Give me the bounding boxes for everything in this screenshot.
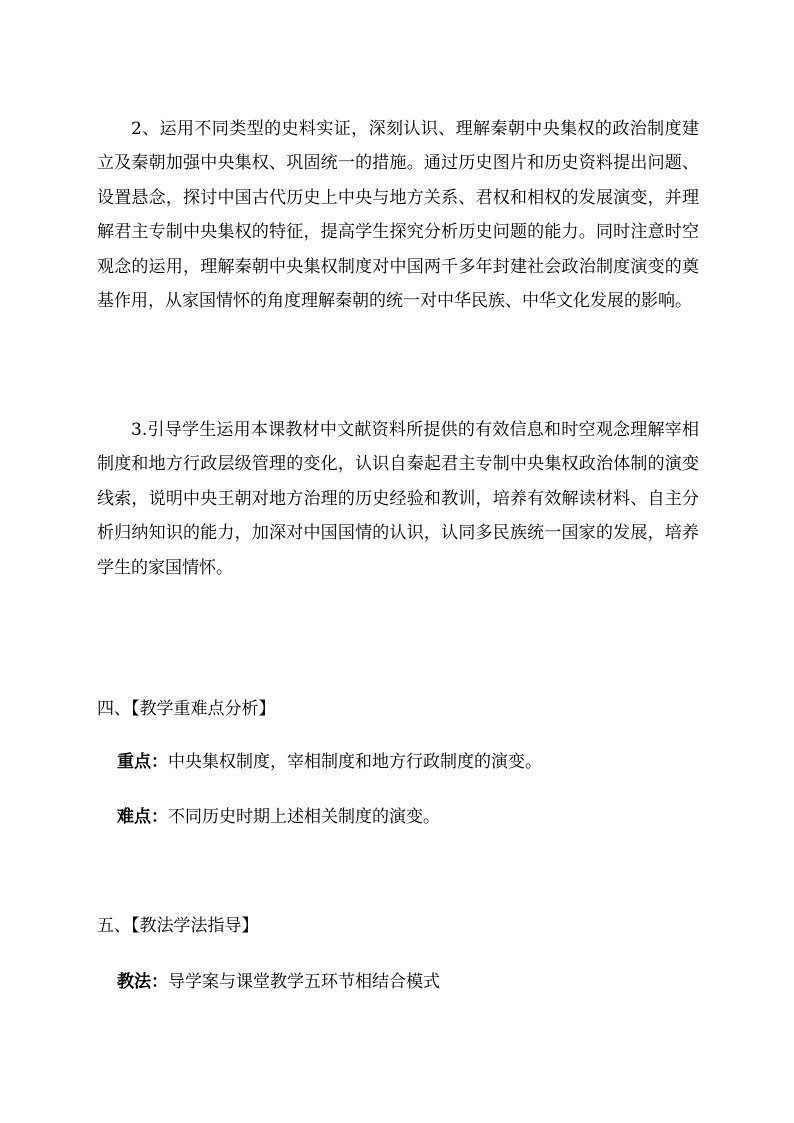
key-point-text: 中央集权制度，宰相制度和地方行政制度的演变。 [168,752,542,772]
teaching-method-label: 教法： [117,972,168,992]
teaching-method-line [117,970,440,994]
difficult-point-line [117,805,440,829]
key-point-line [117,750,542,774]
teaching-method-text: 导学案与课堂教学五环节相结合模式 [168,972,440,992]
objective-paragraph-2: 2、运用不同类型的史料实证，深刻认识、理解秦朝中央集权的政治制度建立及秦朝加强中央集权、巩固统一的措施。通过历史图片和历史资料提出问题、设置悬念，探讨中国古代历史上中央与地方关系、君权和相权的发展演变，并理解君主专制中央集权的特征，提高学生探究分析历史问题的能力。同时注意时空观念的运用，理解秦朝中央集权制度对中国两千多年封建社会政治制度演变的奠基作用，从家国情怀的角度理解秦朝的统一对中华民族、中华文化发展的影响。 [97,119,699,312]
difficult-point-label: 难点： [117,807,168,827]
section-heading-teaching-methods: 五、【教法学法指导】 [97,916,259,936]
section-heading-key-difficult-points: 四、【教学重难点分析】 [97,699,276,719]
key-point-label: 重点： [117,752,168,772]
difficult-point-text: 不同历史时期上述相关制度的演变。 [168,807,440,827]
objective-paragraph-3: 3.引导学生运用本课教材中文献资料所提供的有效信息和时空观念理解宰相制度和地方行政层级管理的变化，认识自秦起君主专制中央集权政治体制的演变线索，说明中央王朝对地方治理的历史经验和教训，培养有效解读材料、自主分析归纳知识的能力，加深对中国国情的认识，认同多民族统一国家的发展，培养学生的家国情怀。 [97,420,699,578]
